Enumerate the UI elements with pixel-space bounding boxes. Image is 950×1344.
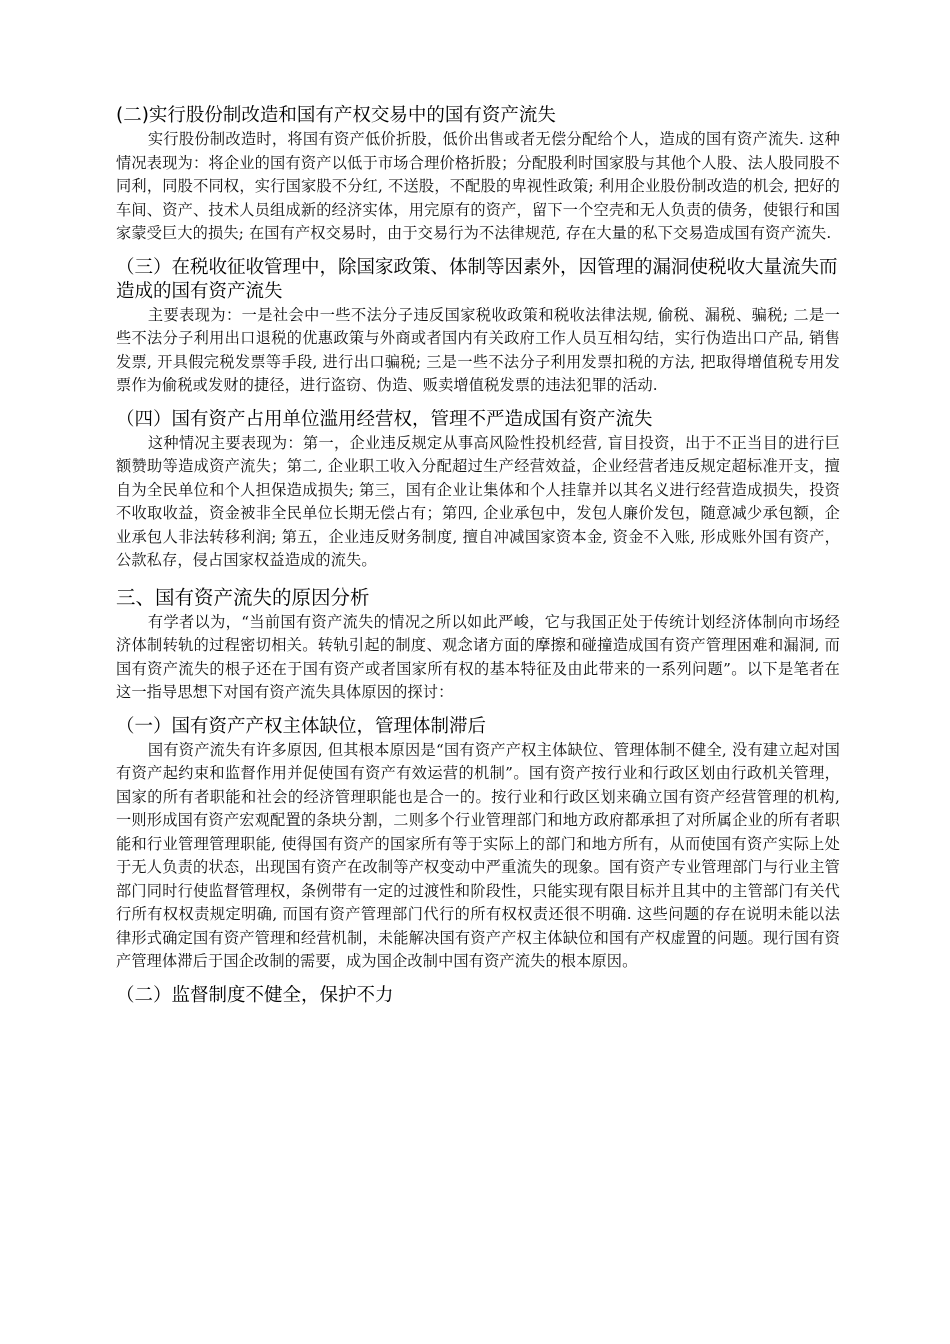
section-heading-cause-analysis: 三、国有资产流失的原因分析 (116, 585, 370, 609)
section-heading-tax-loss: （三）在税收征收管理中，除国家政策、体制等因素外，因管理的漏洞使税收大量流失而造成的国有资产流失 (116, 256, 838, 302)
paragraph-tax-loss: 主要表现为：一是社会中一些不法分子违反国家税收政策和税收法律法规, 偷税、漏税、骗税; 二是一些不法分子利用出口退税的优惠政策与外商或者国内有关政府工作人员互相勾结，实行伪造出口产品, 销售发票, 开具假完税发票等手段, 进行出口骗税; 三是一些不法分子利用发票扣税的方法, 把取得增值税专用发票作为偷税或发财的捷径，进行盗窃、伪造、贩卖增值税发票的违法犯罪的活动. (116, 305, 840, 394)
section-heading-property-rights: （一）国有资产产权主体缺位，管理体制滞后 (116, 715, 487, 737)
section-heading-supervision: （二）监督制度不健全，保护不力 (116, 984, 394, 1006)
paragraph-share-reform: 实行股份制改造时，将国有资产低价折股，低价出售或者无偿分配给个人，造成的国有资产流失. 这种情况表现为：将企业的国有资产以低于市场合理价格折股；分配股利时国家股与其他个人股、法人股同股不同利，同股不同权，实行国家股不分红, 不送股，不配股的卑视性政策; 利用企业股份制改造的机会, 把好的车间、资产、技术人员组成新的经济实体，用完原有的资产，留下一个空壳和无人负责的债务，使银行和国家蒙受巨大的损失; 在国有产权交易时，由于交易行为不法律规范, 存在大量的私下交易造成国有资产流失. (116, 130, 840, 242)
paragraph-management-abuse: 这种情况主要表现为：第一，企业违反规定从事高风险性投机经营, 盲目投资，出于不正当目的进行巨额赞助等造成资产流失；第二, 企业职工收入分配超过生产经营效益，企业经营者违反规定超标准开支，擅自为全民单位和个人担保造成损失; 第三，国有企业让集体和个人挂靠并以其名义进行经营造成损失，投资不收取收益，资金被非全民单位长期无偿占有；第四, 企业承包中，发包人廉价发包，随意减少承包额，企业承包人非法转移利润; 第五，企业违反财务制度, 擅自冲减国家资本金, 资金不入账, 形成账外国有资产，公款私存，侵占国家权益造成的流失。 (116, 433, 840, 569)
document-page (116, 98, 840, 1008)
section-heading-share-reform: (二)实行股份制改造和国有产权交易中的国有资产流失 (116, 105, 556, 126)
paragraph-cause-analysis: 有学者以为，“当前国有资产流失的情况之所以如此严峻，它与我国正处于传统计划经济体制向市场经济体制转轨的过程密切相关。转轨引起的制度、观念诸方面的摩擦和碰撞造成国有资产管理困难和漏洞, 而国有资产流失的根子还在于国有资产或者国家所有权的基本特征及由此带来的一系列问题”。以下是笔者在这一指导思想下对国有资产流失具体原因的探讨： (116, 612, 840, 701)
paragraph-property-rights: 国有资产流失有许多原因, 但其根本原因是“国有资产产权主体缺位、管理体制不健全, 没有建立起对国有资产起约束和监督作用并促使国有资产有效运营的机制”。国有资产按行业和行政区划由行政机关管理，国家的所有者职能和社会的经济管理职能也是合一的。按行业和行政区划来确立国有资产经营管理的机构, 一则形成国有资产宏观配置的条块分割，二则多个行业管理部门和地方政府都承担了对所属企业的所有者职能和行业管理管理职能, 使得国有资产的国家所有等于实际上的部门和地方所有，从而使国有资产实际上处于无人负责的状态，出现国有资产在改制等产权变动中严重流失的现象。国有资产专业管理部门与行业主管部门同时行使监督管理权，条例带有一定的过渡性和阶段性，只能实现有限目标并且其中的主管部门有关代行所有权权责规定明确, 而国有资产管理部门代行的所有权权责还很不明确. 这些问题的存在说明未能以法律形式确定国有资产管理和经营机制，未能解决国有资产产权主体缺位和国有产权虚置的问题。现行国有资产管理体滞后于国企改制的需要，成为国企改制中国有资产流失的根本原因。 (116, 740, 840, 970)
section-heading-management-abuse: （四）国有资产占用单位滥用经营权，管理不严造成国有资产流失 (116, 408, 653, 430)
